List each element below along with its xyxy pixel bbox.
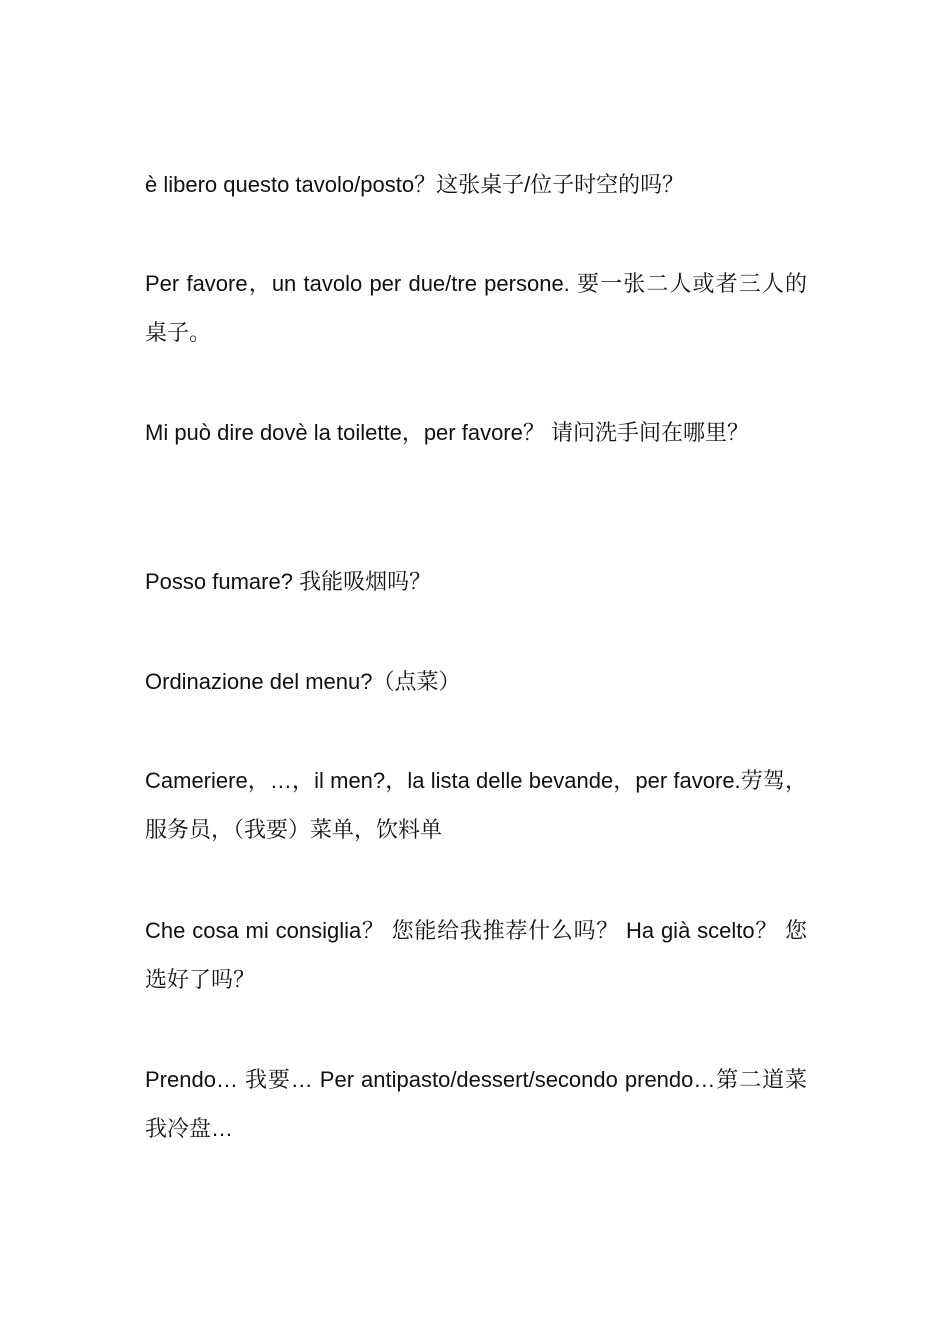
phrase-paragraph: Mi può dire dovè la toilette，per favore？ 请问洗手间在哪里？ xyxy=(145,420,749,445)
phrase-paragraph: Posso fumare? 我能吸烟吗？ xyxy=(145,569,432,594)
phrase-paragraph: Cameriere，…，il men?，la lista delle bevande，per favore.劳驾，服务员，（我要）菜单，饮料单 xyxy=(145,768,807,842)
phrase-paragraph: è libero questo tavolo/posto？这张桌子/位子时空的吗？ xyxy=(145,172,685,197)
phrase-paragraph: Per favore，un tavolo per due/tre persone. 要一张二人或者三人的桌子。 xyxy=(145,271,807,345)
phrase-paragraph: Ordinazione del menu?（点菜） xyxy=(145,669,461,694)
phrase-paragraph: Che cosa mi consiglia？ 您能给我推荐什么吗？ Ha già scelto？ 您选好了吗？ xyxy=(145,918,807,992)
phrase-paragraph: Prendo… 我要… Per antipasto/dessert/secondo prendo…第二道菜我冷盘… xyxy=(145,1067,807,1141)
